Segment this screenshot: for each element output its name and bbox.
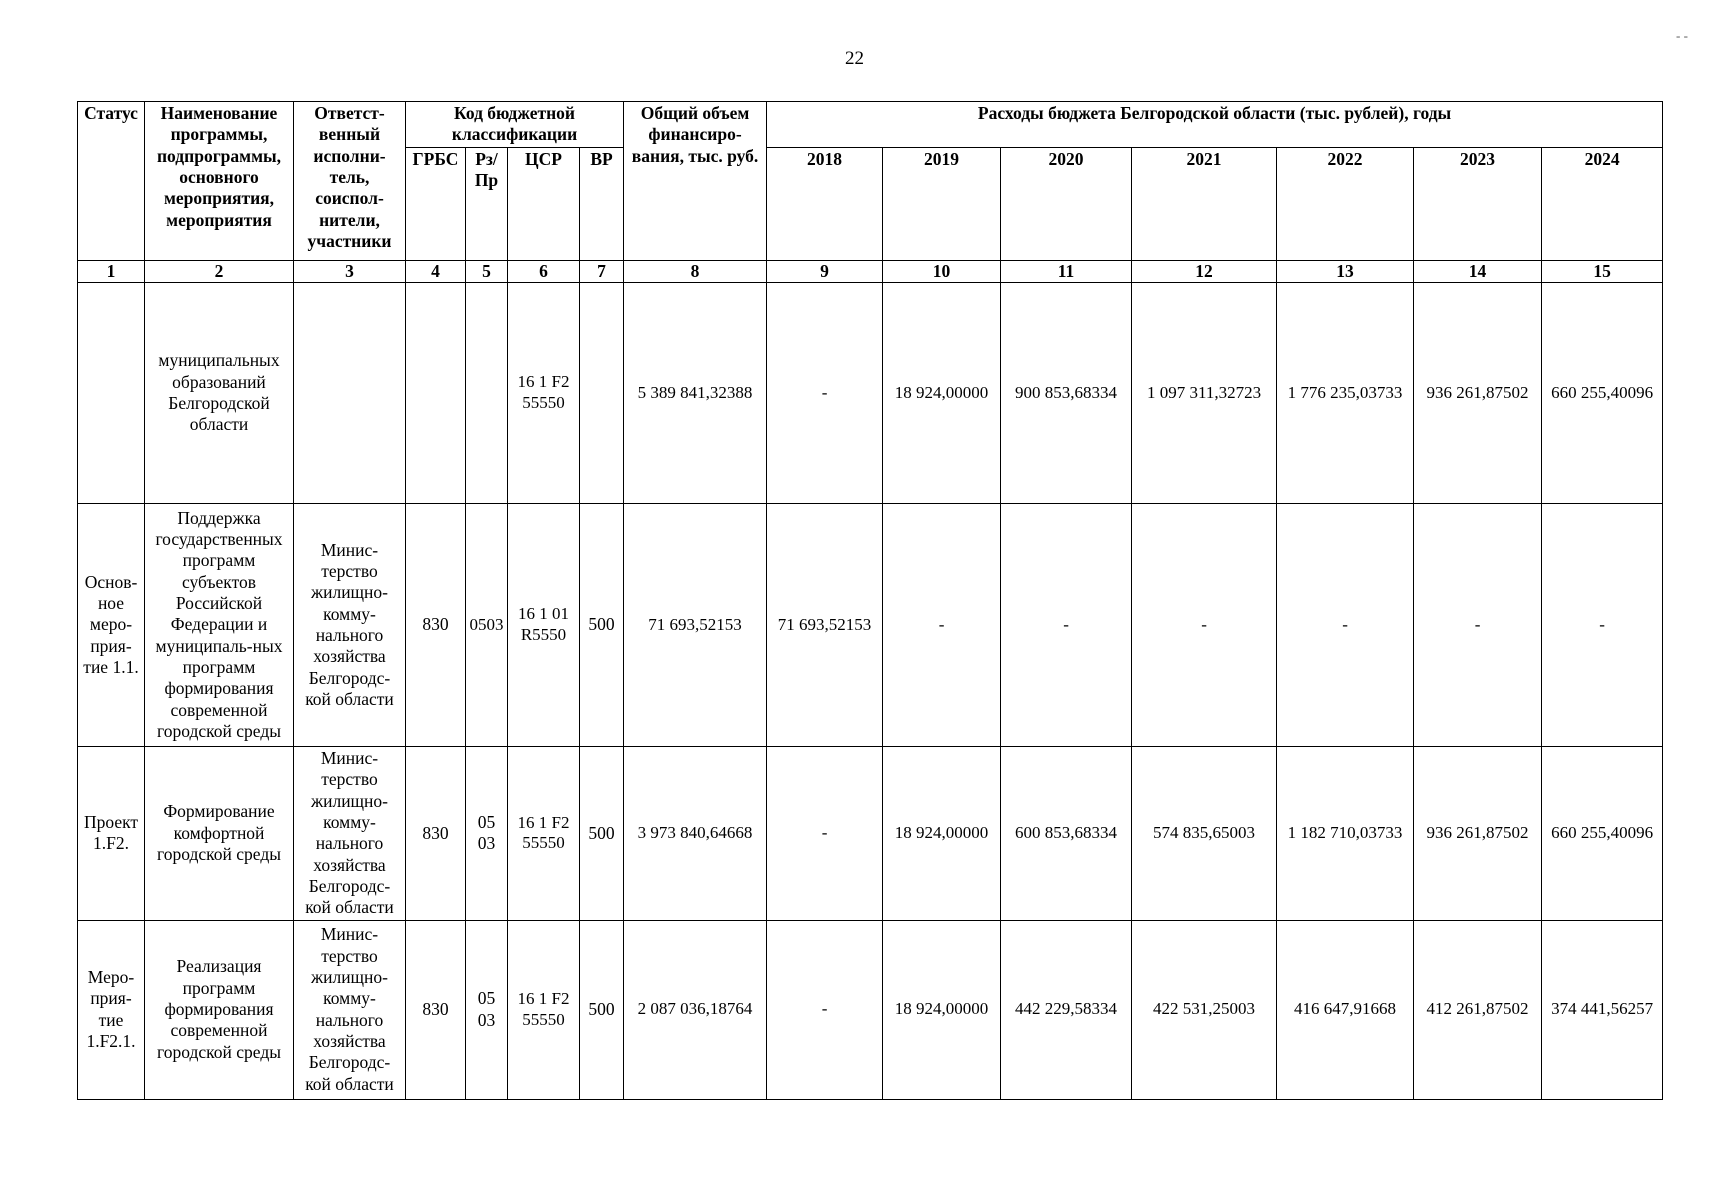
column-number: 11 [1001,260,1132,282]
cell-year-value: 660 255,40096 [1542,747,1663,921]
cell-grbs: 830 [406,504,466,747]
header-year: 2024 [1542,147,1663,260]
cell-year-value: 416 647,91668 [1277,920,1414,1099]
cell-year-value: - [1132,504,1277,747]
table-row [78,920,1663,1099]
cell-total: 3 973 840,64668 [624,747,767,921]
cell-year-value: 936 261,87502 [1414,283,1542,504]
cell-rz-pr: 05 03 [466,920,508,1099]
cell-vr: 500 [580,747,624,921]
cell-year-value: - [767,920,883,1099]
cell-year-value: 18 924,00000 [883,920,1001,1099]
cell-year-value: 600 853,68334 [1001,747,1132,921]
scan-mark: - - [1676,28,1688,43]
cell-year-value: 574 835,65003 [1132,747,1277,921]
column-number: 7 [580,260,624,282]
page-number: 22 [845,48,864,69]
cell-vr: 500 [580,920,624,1099]
header-name: Наименование программы, подпрограммы, основного мероприятия, мероприятия [145,102,294,261]
table-row [78,283,1663,504]
header-status: Статус [78,102,145,261]
header-budget-code: Код бюджетной классификации [406,102,624,148]
cell-year-value: 18 924,00000 [883,283,1001,504]
column-number: 14 [1414,260,1542,282]
cell-year-value: 442 229,58334 [1001,920,1132,1099]
header-total-volume: Общий объем финансиро-вания, тыс. руб. [624,102,767,261]
cell-year-value: 936 261,87502 [1414,747,1542,921]
cell-total: 71 693,52153 [624,504,767,747]
cell-year-value: 900 853,68334 [1001,283,1132,504]
cell-status: Основ-ное меро-прия-тие 1.1. [78,504,145,747]
table-row [78,747,1663,921]
cell-grbs [406,283,466,504]
column-number: 8 [624,260,767,282]
cell-year-value: - [767,283,883,504]
cell-csr: 16 1 01 R5550 [508,504,580,747]
cell-name: муниципальных образований Белгородской области [145,283,294,504]
header-row-top [78,102,1663,148]
cell-responsible [294,283,406,504]
cell-year-value: - [1414,504,1542,747]
header-year: 2018 [767,147,883,260]
cell-year-value: 374 441,56257 [1542,920,1663,1099]
cell-year-value: - [1277,504,1414,747]
cell-vr [580,283,624,504]
cell-rz-pr: 05 03 [466,747,508,921]
column-number-row [78,260,1663,282]
cell-name: Формирование комфортной городской среды [145,747,294,921]
column-number: 4 [406,260,466,282]
cell-year-value: 18 924,00000 [883,747,1001,921]
cell-rz-pr [466,283,508,504]
cell-total: 5 389 841,32388 [624,283,767,504]
cell-year-value: - [1001,504,1132,747]
cell-name: Поддержка государственных программ субъектов Российской Федерации и муниципаль-ных программ формирования современной городской среды [145,504,294,747]
cell-grbs: 830 [406,747,466,921]
header-year: 2021 [1132,147,1277,260]
header-responsible: Ответст-венный исполни-тель, соиспол-нители, участники [294,102,406,261]
column-number: 3 [294,260,406,282]
cell-year-value: 1 182 710,03733 [1277,747,1414,921]
table-row [78,504,1663,747]
column-number: 2 [145,260,294,282]
column-number: 12 [1132,260,1277,282]
column-number: 13 [1277,260,1414,282]
column-number: 6 [508,260,580,282]
column-number: 15 [1542,260,1663,282]
cell-total: 2 087 036,18764 [624,920,767,1099]
cell-year-value: - [883,504,1001,747]
cell-vr: 500 [580,504,624,747]
cell-status: Проект 1.F2. [78,747,145,921]
header-vr: ВР [580,147,624,260]
header-expenses: Расходы бюджета Белгородской области (тыс. рублей), годы [767,102,1663,148]
cell-csr: 16 1 F2 55550 [508,283,580,504]
cell-grbs: 830 [406,920,466,1099]
header-rz-pr: Рз/ Пр [466,147,508,260]
header-year: 2019 [883,147,1001,260]
cell-responsible: Минис-терство жилищно-комму-нального хозяйства Белгородс-кой области [294,920,406,1099]
cell-responsible: Минис-терство жилищно-комму-нального хозяйства Белгородс-кой области [294,504,406,747]
column-number: 10 [883,260,1001,282]
header-year: 2022 [1277,147,1414,260]
cell-name: Реализация программ формирования современной городской среды [145,920,294,1099]
header-year: 2023 [1414,147,1542,260]
column-number: 1 [78,260,145,282]
cell-csr: 16 1 F2 55550 [508,920,580,1099]
cell-year-value: 1 097 311,32723 [1132,283,1277,504]
header-grbs: ГРБС [406,147,466,260]
cell-year-value: 71 693,52153 [767,504,883,747]
cell-status: Меро-прия-тие 1.F2.1. [78,920,145,1099]
cell-year-value: 660 255,40096 [1542,283,1663,504]
column-number: 5 [466,260,508,282]
cell-year-value: 412 261,87502 [1414,920,1542,1099]
cell-year-value: 422 531,25003 [1132,920,1277,1099]
cell-year-value: - [767,747,883,921]
cell-year-value: - [1542,504,1663,747]
cell-csr: 16 1 F2 55550 [508,747,580,921]
column-number: 9 [767,260,883,282]
cell-responsible: Минис-терство жилищно-комму-нального хозяйства Белгородс-кой области [294,747,406,921]
cell-rz-pr: 0503 [466,504,508,747]
budget-table [77,101,1663,1100]
header-csr: ЦСР [508,147,580,260]
cell-status [78,283,145,504]
header-year: 2020 [1001,147,1132,260]
cell-year-value: 1 776 235,03733 [1277,283,1414,504]
